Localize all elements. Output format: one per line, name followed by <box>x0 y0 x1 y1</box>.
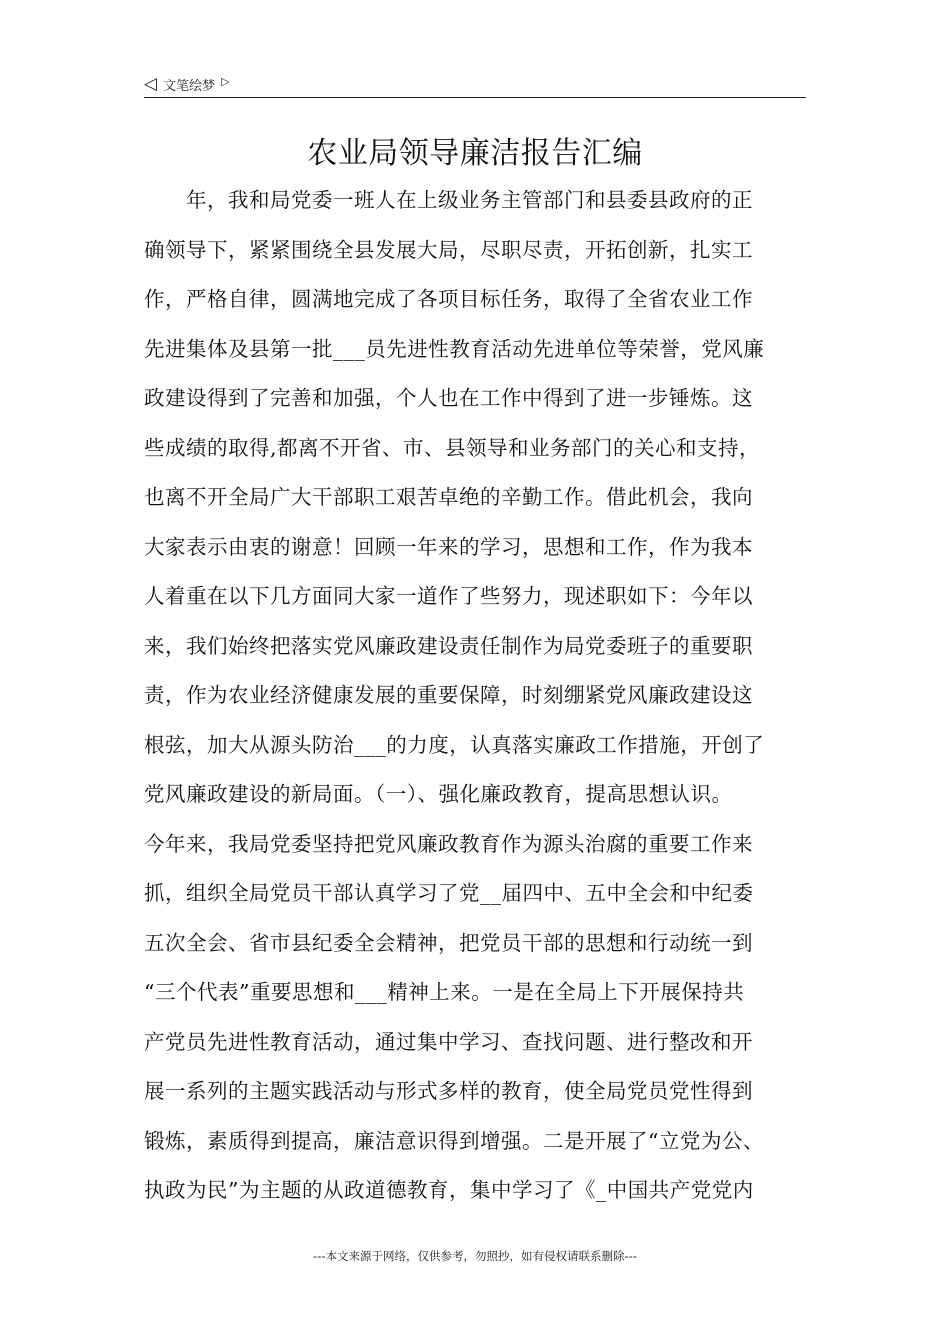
body-line: 大家表示由衷的谢意！回顾一年来的学习，思想和工作，作为我本 <box>144 534 753 559</box>
page-header <box>144 73 806 95</box>
document-body <box>144 176 806 1216</box>
body-line: “三个代表”重要思想和___精神上来。一是在全局上下开展保持共 <box>144 980 745 1004</box>
body-line: 五次全会、省市县纪委全会精神，把党员干部的思想和行动统一到 <box>144 930 753 955</box>
header-divider <box>144 97 806 98</box>
triangle-left-icon: ◁ <box>144 73 158 94</box>
body-line: 政建设得到了完善和加强，个人也在工作中得到了进一步锤炼。这 <box>144 386 753 410</box>
body-line: 今年来，我局党委坚持把党风廉政教育作为源头治腐的重要工作来 <box>144 831 753 856</box>
body-line: 展一系列的主题实践活动与形式多样的教育，使全局党员党性得到 <box>144 1079 753 1103</box>
body-line: 作，严格自律，圆满地完成了各项目标任务，取得了全省农业工作 <box>144 287 753 311</box>
body-line: 也离不开全局广大干部职工艰苦卓绝的辛勤工作。借此机会，我向 <box>144 485 753 509</box>
body-line: 抓，组织全局党员干部认真学习了党__届四中、五中全会和中纪委 <box>144 881 754 905</box>
body-line: 执政为民”为主题的从政道德教育，集中学习了《_中国共产党党内 <box>144 1178 754 1202</box>
document-title: 农业局领导廉洁报告汇编 <box>307 136 643 171</box>
body-line: 确领导下，紧紧围绕全县发展大局，尽职尽责，开拓创新，扎实工 <box>144 237 753 262</box>
triangle-right-icon: ▷ <box>221 74 230 88</box>
body-line: 责，作为农业经济健康发展的重要保障，时刻绷紧党风廉政建设这 <box>144 683 753 707</box>
body-line: 人着重在以下几方面同大家一道作了些努力，现述职如下：今年以 <box>144 584 753 608</box>
body-line: 产党员先进性教育活动，通过集中学习、查找问题、进行整改和开 <box>144 1029 753 1054</box>
body-line: 党风廉政建设的新局面。（一）、强化廉政教育，提高思想认识。 <box>144 782 733 806</box>
body-line: 来，我们始终把落实党风廉政建设责任制作为局党委班子的重要职 <box>144 633 753 658</box>
body-line: 先进集体及县第一批___员先进性教育活动先进单位等荣誉，党风廉 <box>144 336 765 361</box>
body-line: 些成绩的取得,都离不开省、市、县领导和业务部门的关心和支持， <box>144 435 761 460</box>
header-text: 文笔绘梦 <box>163 78 216 94</box>
body-line: 根弦，加大从源头防治___的力度，认真落实廉政工作措施，开创了 <box>144 732 765 757</box>
body-line: 年，我和局党委一班人在上级业务主管部门和县委县政府的正 <box>186 188 753 212</box>
body-line: 锻炼，素质得到提高，廉洁意识得到增强。二是开展了“立党为公、 <box>144 1128 764 1153</box>
page-footer-disclaimer: ---本文来源于网络，仅供参考，勿照抄，如有侵权请联系删除--- <box>313 1249 637 1263</box>
